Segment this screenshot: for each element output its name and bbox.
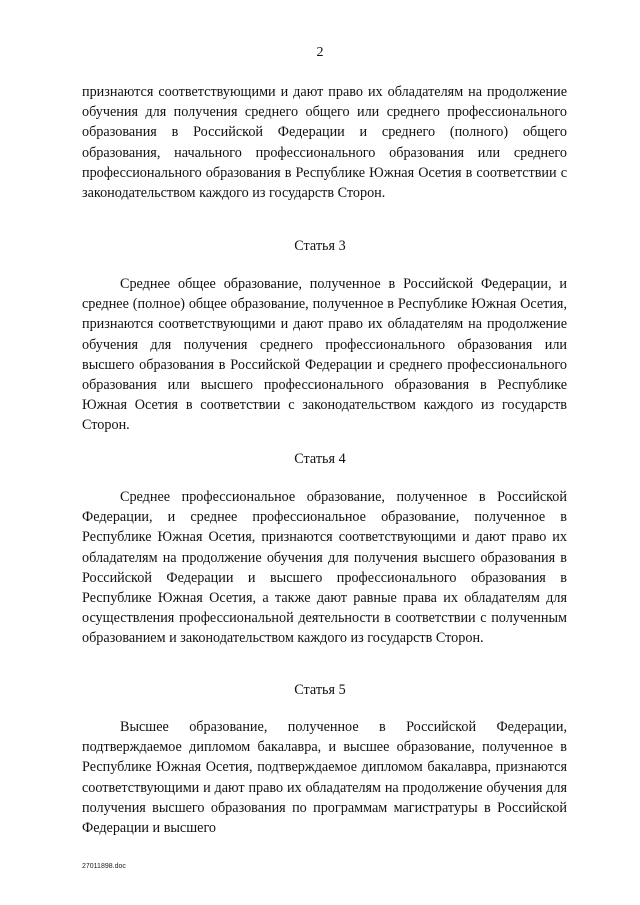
paragraph-article-3: Среднее общее образование, полученное в Российской Федерации, и среднее (полное) общее образование, полученное в Республике Южная Осетия, признаются соответствующими и дают право их обладателям на продолжение обучения для получения среднего профессионального образования или высшего образования в Российской Федерации и среднего профессионального образования или высшего профессионального образования в Республике Южная Осетия в соответствии с законодательством каждого из государств Сторон. [82,276,567,434]
heading-article-5: Статья 5 [294,682,346,698]
paragraph-article-5: Высшее образование, полученное в Российской Федерации, подтверждаемое дипломом бакалавра, и высшее образование, полученное в Республике Южная Осетия, подтверждаемое дипломом бакалавра, признаются соответствующими и дают право их обладателям на продолжение обучения для получения высшего образования по программам магистратуры в Российской Федерации и высшего [82,719,567,837]
paragraph-article-4: Среднее профессиональное образование, полученное в Российской Федерации, и среднее профессиональное образование, полученное в Республике Южная Осетия, признаются соответствующими и дают право их обладателям на продолжение обучения для получения высшего образования в Российской Федерации и высшего профессионального образования в Республике Южная Осетия, а также дают равные права их обладателям для осуществления профессиональной деятельности в соответствии с полученным образованием и законодательством каждого из государств Сторон. [82,489,567,647]
heading-article-4: Статья 4 [294,451,346,467]
heading-article-3: Статья 3 [294,238,346,254]
paragraph-continuation: признаются соответствующими и дают право их обладателям на продолжение обучения для получения среднего общего или среднего профессионального образования в Российской Федерации и среднего (полного) общего образования, начального профессионального образования или среднего профессионального образования в Республике Южная Осетия в соответствии с законодательством каждого из государств Сторон. [82,84,567,202]
page-number: 2 [316,45,324,60]
document-filename: 27011898.doc [82,863,126,870]
